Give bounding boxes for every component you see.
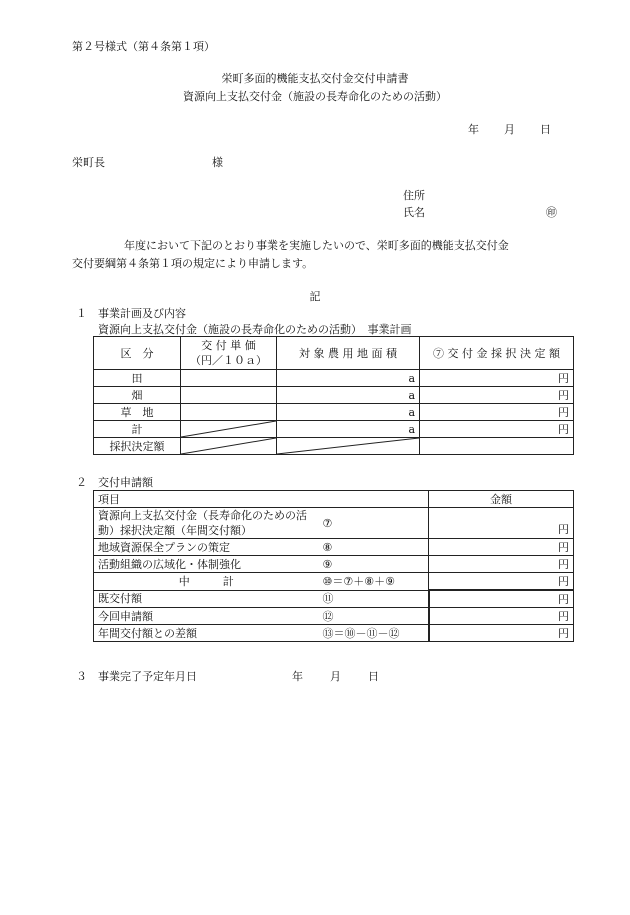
item-label: 今回申請額	[94, 608, 319, 625]
amount-cell[interactable]: 円	[420, 404, 574, 421]
unit-price-cell[interactable]	[181, 370, 277, 387]
table-row-decision	[94, 438, 574, 455]
row-label: 田	[94, 370, 181, 387]
item-mark: ⑨	[319, 556, 429, 573]
table-row	[94, 370, 574, 387]
unit-price-header-line1: 交 付 単 価	[201, 339, 256, 352]
row-label: 計	[94, 421, 181, 438]
diagonal-line	[181, 438, 276, 454]
amount-cell[interactable]: 円	[429, 590, 574, 608]
item-label: 活動組織の広域化・体制強化	[94, 556, 319, 573]
ki-heading: 記	[309, 290, 321, 303]
item-mark: ⑩＝⑦＋⑧＋⑨	[319, 573, 429, 591]
document-title: 栄町多面的機能支払交付金交付申請書	[221, 72, 409, 85]
application-table	[93, 490, 574, 642]
area-header: 対 象 農 用 地 面 積	[277, 337, 420, 370]
row-label: 畑	[94, 387, 181, 404]
item-mark: ⑧	[319, 539, 429, 556]
amount-cell[interactable]: 円	[429, 625, 574, 642]
document-subtitle: 資源向上支払交付金（施設の長寿命化のための活動）	[183, 90, 447, 103]
section1-subtitle: 資源向上支払交付金（施設の長寿命化のための活動） 事業計画	[98, 323, 412, 336]
item-label: 中 計	[94, 573, 319, 591]
item-label: 地域資源保全プランの策定	[94, 539, 319, 556]
unit-price-header	[181, 337, 277, 370]
area-cell[interactable]: a	[277, 421, 420, 438]
item-label: 資源向上支払交付金（長寿命化のための活動）採択決定額（年間交付額）	[94, 508, 319, 539]
amount-cell[interactable]	[420, 438, 574, 455]
area-cell[interactable]: a	[277, 387, 420, 404]
completion-month: 月	[330, 670, 341, 683]
row-label: 採択決定額	[94, 438, 181, 455]
item-mark: ⑦	[319, 508, 429, 539]
amount-header: 金額	[429, 491, 574, 508]
section1-title: 事業計画及び内容	[98, 307, 186, 320]
section2-title: 交付申請額	[98, 476, 153, 489]
diagonal-cell	[181, 421, 277, 438]
section2-number: ２	[76, 476, 87, 489]
section3-number: ３	[76, 670, 87, 683]
body-text-line1: 年度において下記のとおり事業を実施したいので、栄町多面的機能支払交付金	[124, 239, 509, 252]
diagonal-cell	[181, 438, 277, 455]
diagonal-line	[277, 438, 419, 454]
form-number: 第２号様式（第４条第１項）	[72, 40, 215, 53]
amount-cell[interactable]: 円	[420, 370, 574, 387]
diagonal-cell	[277, 438, 420, 455]
honorific: 様	[212, 156, 223, 169]
item-mark: ⑬＝⑩－⑪－⑫	[319, 625, 429, 642]
area-cell[interactable]: a	[277, 404, 420, 421]
unit-price-cell[interactable]	[181, 404, 277, 421]
table-row	[94, 387, 574, 404]
item-label: 年間交付額との差額	[94, 625, 319, 642]
table-row	[94, 590, 574, 608]
category-header: 区 分	[94, 337, 181, 370]
section3-title: 事業完了予定年月日	[98, 670, 197, 683]
amount-cell[interactable]: 円	[429, 539, 574, 556]
amount-cell[interactable]: 円	[420, 421, 574, 438]
unit-price-cell[interactable]	[181, 387, 277, 404]
plan-table-header	[94, 337, 574, 370]
name-label: 氏名	[403, 206, 425, 219]
table-row	[94, 608, 574, 625]
table-row	[94, 625, 574, 642]
item-mark: ⑪	[319, 590, 429, 608]
unit-price-header-line2: （円／１０ａ）	[190, 354, 267, 367]
table-row-total	[94, 421, 574, 438]
item-mark: ⑫	[319, 608, 429, 625]
plan-table	[93, 336, 574, 455]
table-row	[94, 508, 574, 539]
addressee: 栄町長	[72, 156, 105, 169]
table-row	[94, 539, 574, 556]
row-label: 草 地	[94, 404, 181, 421]
decision-header: ⑦ 交 付 金 採 択 決 定 額	[420, 337, 574, 370]
application-table-header	[94, 491, 574, 508]
diagonal-line	[181, 421, 276, 437]
section1-number: １	[76, 307, 87, 320]
amount-cell[interactable]: 円	[429, 573, 574, 591]
date-line: 年 月 日	[468, 123, 552, 136]
address-label: 住所	[403, 189, 425, 202]
item-label: 既交付額	[94, 590, 319, 608]
amount-cell[interactable]: 円	[420, 387, 574, 404]
completion-year: 年	[292, 670, 303, 683]
item-header: 項目	[94, 491, 429, 508]
amount-cell[interactable]: 円	[429, 556, 574, 573]
table-row	[94, 404, 574, 421]
completion-day: 日	[368, 670, 379, 683]
body-text-line2: 交付要綱第４条第１項の規定により申請します。	[72, 257, 314, 270]
area-cell[interactable]: a	[277, 370, 420, 387]
amount-cell[interactable]: 円	[429, 608, 574, 625]
table-row-subtotal	[94, 573, 574, 591]
seal-mark: ㊞	[546, 206, 557, 219]
amount-cell[interactable]: 円	[429, 508, 574, 539]
table-row	[94, 556, 574, 573]
